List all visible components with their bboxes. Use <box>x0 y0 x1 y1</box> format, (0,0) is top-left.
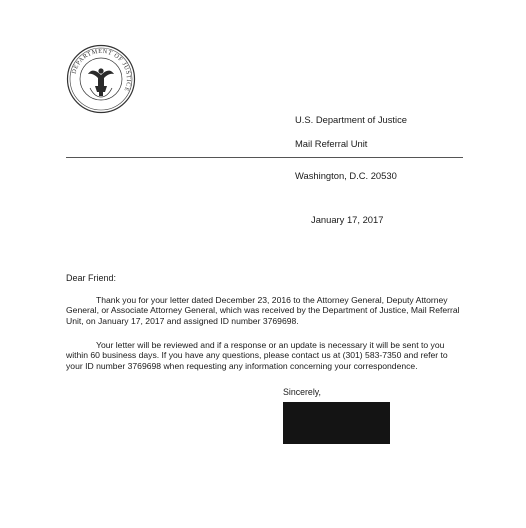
paragraph-2-text: Your letter will be reviewed and if a response or an update is necessary it will be sent to you within 60 business days. If you have any questions, please contact us at (301) 583-7350 and refer to your ID number 3769698 when requesting any information concerning your correspondence. <box>66 340 448 371</box>
doj-seal-icon <box>66 44 136 114</box>
signature-redaction <box>283 402 390 444</box>
seal-text: DEPARTMENT OF JUSTICE <box>70 47 133 93</box>
salutation: Dear Friend: <box>66 273 117 283</box>
unit-name: Mail Referral Unit <box>295 138 368 149</box>
agency-name: U.S. Department of Justice <box>295 114 408 125</box>
letter-date: January 17, 2017 <box>311 214 384 225</box>
paragraph-2 <box>66 340 466 371</box>
header-divider <box>66 157 463 158</box>
paragraph-1 <box>66 295 466 326</box>
paragraph-1-text: Thank you for your letter dated December 23, 2016 to the Attorney General, Deputy Attorney General, or Associate Attorney General, which was received by the Department of Justice, Mail Referral Unit, on January 17, 2017 and assigned ID number 3769698. <box>66 295 460 326</box>
closing: Sincerely, <box>283 387 321 397</box>
city-address: Washington, D.C. 20530 <box>295 170 397 181</box>
